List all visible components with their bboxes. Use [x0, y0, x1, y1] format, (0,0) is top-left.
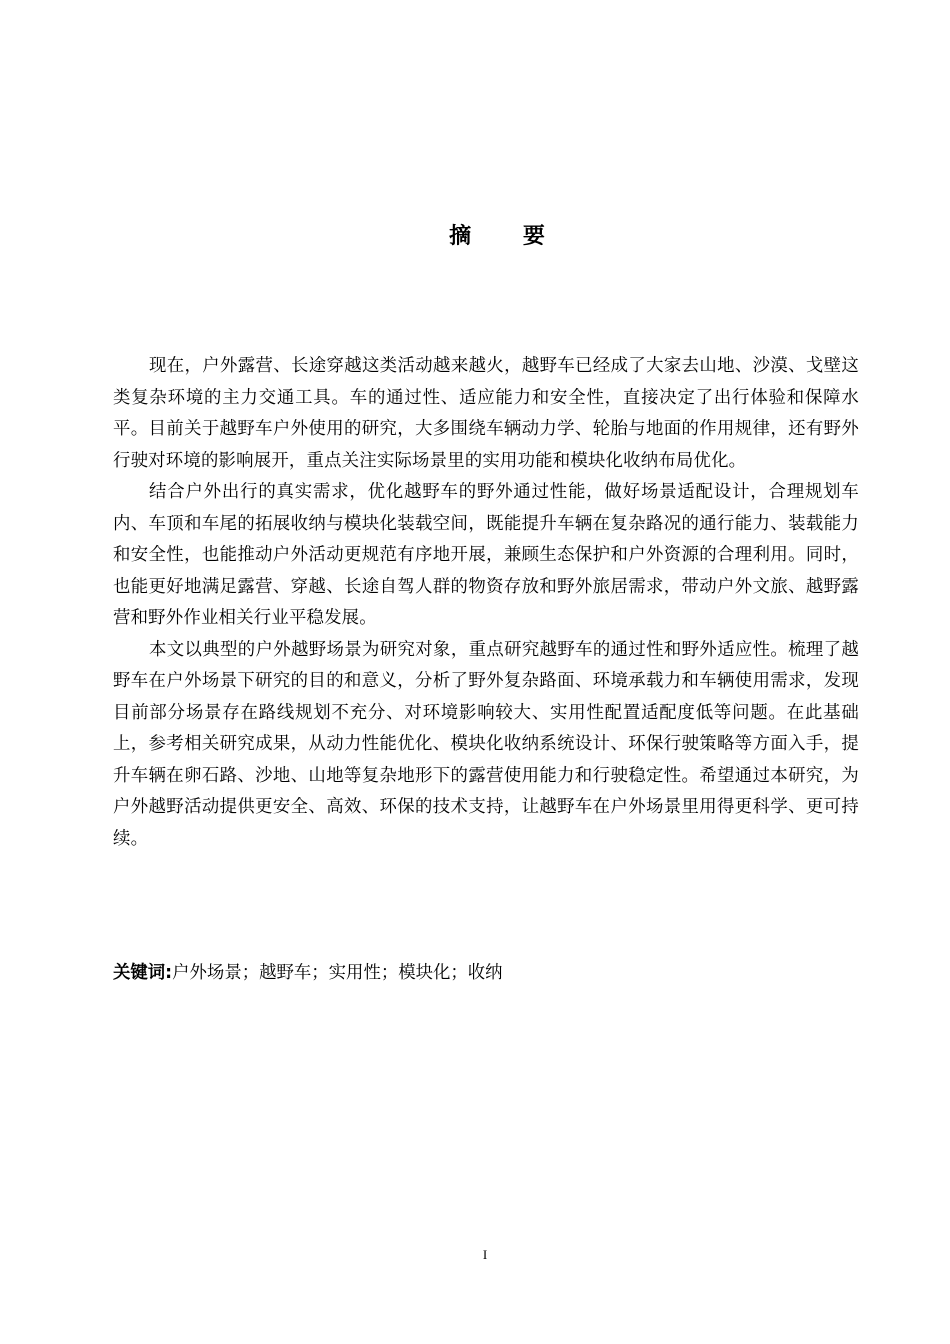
keywords-label: 关键词:: [113, 963, 173, 983]
abstract-body: [113, 351, 859, 855]
page-number: I: [482, 1247, 488, 1262]
keywords-value: 户外场景；越野车；实用性；模块化；收纳: [172, 963, 503, 983]
keywords-line: [113, 958, 859, 988]
abstract-paragraph: 结合户外出行的真实需求，优化越野车的野外通过性能，做好场景适配设计，合理规划车内、车顶和车尾的拓展收纳与模块化装载空间，既能提升车辆在复杂路况的通行能力、装载能力和安全性，也能推动户外活动更规范有序地开展，兼顾生态保护和户外资源的合理利用。同时，也能更好地满足露营、穿越、长途自驾人群的物资存放和野外旅居需求，带动户外文旅、越野露营和野外作业相关行业平稳发展。: [113, 482, 859, 628]
page-title: 摘 要: [449, 224, 567, 249]
abstract-paragraph: 本文以典型的户外越野场景为研究对象，重点研究越野车的通过性和野外适应性。梳理了越野车在户外场景下研究的目的和意义，分析了野外复杂路面、环境承载力和车辆使用需求，发现目前部分场景存在路线规划不充分、对环境影响较大、实用性配置适配度低等问题。在此基础上，参考相关研究成果，从动力性能优化、模块化收纳系统设计、环保行驶策略等方面入手，提升车辆在卵石路、沙地、山地等复杂地形下的露营使用能力和行驶稳定性。希望通过本研究，为户外越野活动提供更安全、高效、环保的技术支持，让越野车在户外场景里用得更科学、更可持续。: [113, 639, 859, 849]
abstract-paragraph: 现在，户外露营、长途穿越这类活动越来越火，越野车已经成了大家去山地、沙漠、戈壁这类复杂环境的主力交通工具。车的通过性、适应能力和安全性，直接决定了出行体验和保障水平。目前关于越野车户外使用的研究，大多围绕车辆动力学、轮胎与地面的作用规律，还有野外行驶对环境的影响展开，重点关注实际场景里的实用功能和模块化收纳布局优化。: [113, 356, 859, 471]
